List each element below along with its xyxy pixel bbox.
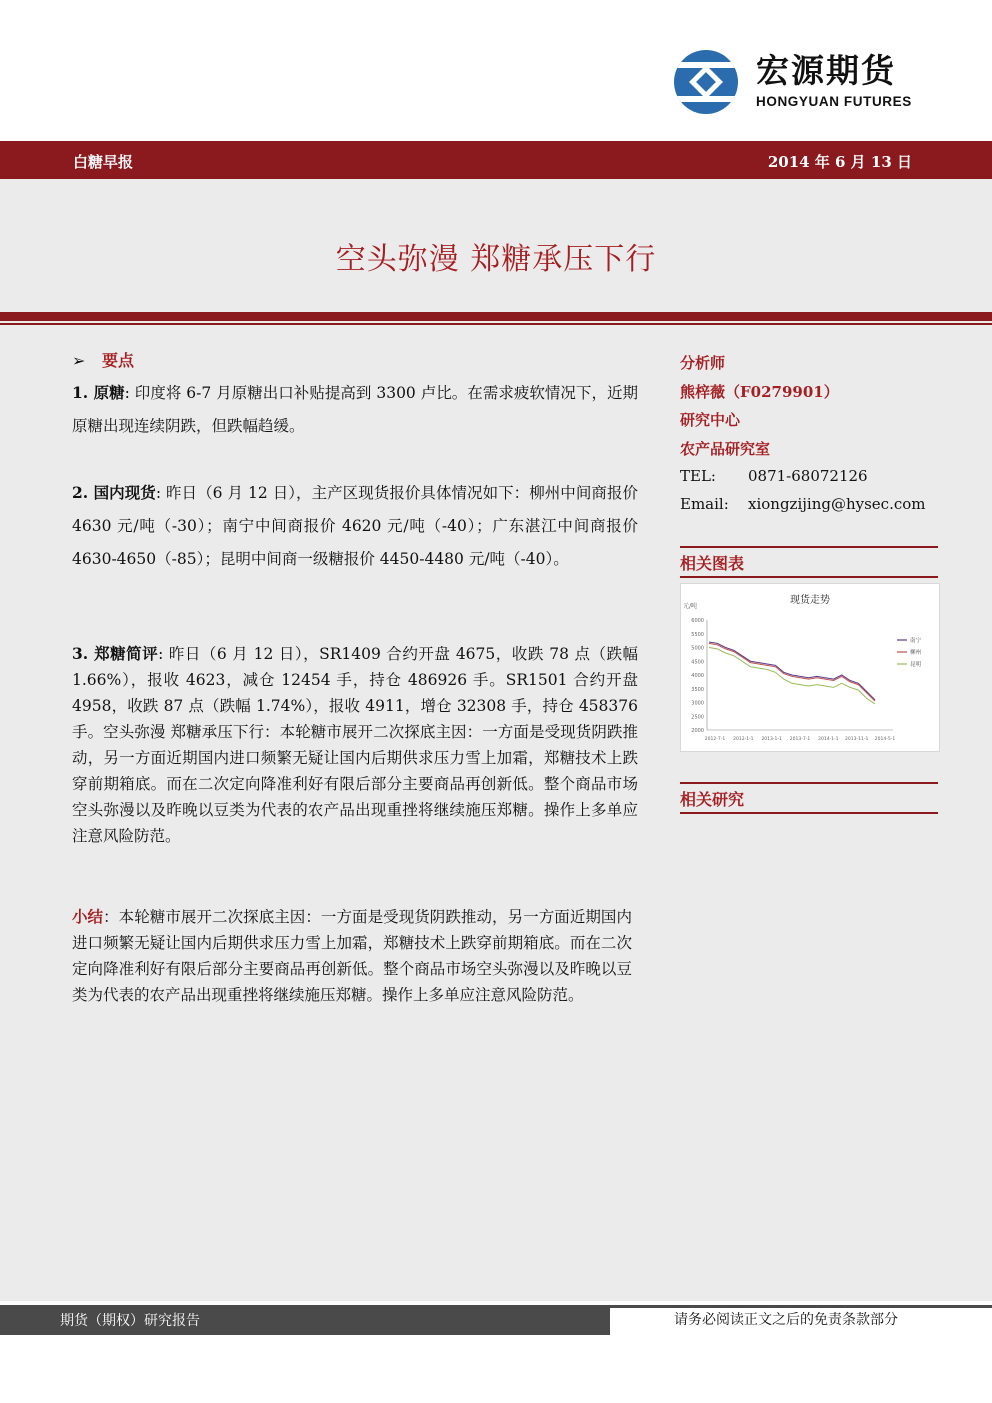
title-divider-thin xyxy=(0,323,992,325)
key-points-heading: ➢ 要点 xyxy=(72,351,135,370)
report-title: 空头弥漫 郑糖承压下行 xyxy=(335,242,657,277)
summary-label: 小结 xyxy=(72,907,104,926)
paragraph-label: 2. 国内现货 xyxy=(72,483,156,502)
tel-value: 0871-68072126 xyxy=(748,467,868,485)
x-tick-label: 2014-1-1 xyxy=(818,737,839,742)
y-tick-label: 5000 xyxy=(691,645,704,652)
y-tick-label: 3000 xyxy=(691,700,704,707)
analyst-label: 分析师 xyxy=(680,354,726,372)
email-value[interactable]: xiongzijing@hysec.com xyxy=(748,495,926,513)
y-tick-label: 2500 xyxy=(691,714,704,721)
analyst-email: Email: xiongzijing@hysec.com xyxy=(680,495,926,513)
paragraph-raw-sugar xyxy=(72,376,638,443)
series-line-0 xyxy=(709,642,875,700)
summary-text: ：本轮糖市展开二次探底主因：一方面是受现货阴跌推动，另一方面近期国内进口频繁无疑让国内后期供求压力雪上加霜，郑糖技术上跌穿前期箱底。而在二次定向降准利好有限后部分主要商品再创新低。整个商品市场空头弥漫以及昨晚以豆类为代表的农产品出现重挫将继续施压郑糖。操作上多单应注意风险防范。 xyxy=(72,908,632,1004)
legend-label-0: 南宁 xyxy=(910,638,922,644)
paragraph-label: 3. 郑糖简评 xyxy=(72,644,159,663)
paragraph-text: : 昨日（6 月 12 日），SR1409 合约开盘 4675，收跌 78 点（跌幅 1.66%），报收 4623，减仓 12454 手，持仓 486926 手。SR1501 合约开盘 4958，收跌 87 点（跌幅 1.74%），报收 4911，增仓 32308 手，持仓 458376 手。空头弥漫 郑糖承压下行：本轮糖市展开二次探底主因：一方面是受现货阴跌推动，另一方面近期国内进口频繁无疑让国内后期供求压力雪上加霜，郑糖技术上跌穿前期箱底。而在二次定向降准利好有限后部分主要商品再创新低。整个商品市场空头弥漫以及昨晚以豆类为代表的农产品出现重挫将继续施压郑糖。操作上多单应注意风险防范。 xyxy=(72,645,638,845)
logo-emblem-icon xyxy=(674,50,738,114)
paragraph-text: : 印度将 6-7 月原糖出口补贴提高到 3300 卢比。在需求疲软情况下，近期原糖出现连续阴跌，但跌幅趋缓。 xyxy=(72,384,638,435)
chart-svg xyxy=(681,584,939,751)
y-tick-label: 5500 xyxy=(691,631,704,638)
chart-ylabel: 元/吨 xyxy=(683,603,698,610)
report-date: 2014 年 6 月 13 日 xyxy=(767,153,912,171)
logo-chinese-name: 宏源期货 xyxy=(756,51,896,90)
x-tick-label: 2012-7-1 xyxy=(704,737,726,742)
y-tick-label: 6000 xyxy=(691,618,704,624)
analyst-name: 熊梓薇（F0279901） xyxy=(680,383,839,401)
y-tick-label: 2000 xyxy=(691,728,704,734)
title-divider xyxy=(0,312,992,321)
y-tick-label: 4000 xyxy=(691,673,704,679)
series-line-1 xyxy=(709,643,875,701)
legend-label-1: 柳州 xyxy=(910,650,922,656)
x-tick-label: 2013-7-1 xyxy=(789,737,811,742)
header-bar xyxy=(0,141,992,179)
x-tick-label: 2012-1-1 xyxy=(733,737,754,742)
legend-label-2: 昆明 xyxy=(910,662,922,668)
analyst-tel: TEL: 0871-68072126 xyxy=(680,467,868,485)
footer-left-text: 期货（期权）研究报告 xyxy=(60,1313,200,1329)
y-tick-label: 4500 xyxy=(691,659,704,666)
agri-research-dept: 农产品研究室 xyxy=(680,440,771,458)
company-logo xyxy=(674,50,924,116)
paragraph-text: : 昨日（6 月 12 日），主产区现货报价具体情况如下：柳州中间商报价 4630 元/吨（-30）；南宁中间商报价 4620 元/吨（-40）；广东湛江中间商报价 4630-4650（-85）；昆明中间商一级糖报价 4450-4480 元/吨（-40）。 xyxy=(72,484,638,568)
x-tick-label: 2014-5-1 xyxy=(874,737,896,742)
related-charts-heading: 相关图表 xyxy=(680,546,938,578)
paragraph-label: 1. 原糖 xyxy=(72,383,125,402)
report-type: 白糖早报 xyxy=(73,153,134,171)
paragraph-domestic-spot xyxy=(72,476,638,576)
series-line-2 xyxy=(709,648,875,704)
footer-disclaimer-note: 请务必阅读正文之后的免责条款部分 xyxy=(668,1308,904,1332)
related-research-heading: 相关研究 xyxy=(680,782,938,814)
logo-english-name: HONGYUAN FUTURES xyxy=(756,94,912,109)
arrow-bullet-icon: ➢ xyxy=(72,351,86,370)
paragraph-zhengzhou-sugar xyxy=(72,641,638,849)
x-tick-label: 2013-1-1 xyxy=(761,737,782,742)
chart-title: 现货走势 xyxy=(790,595,830,606)
y-tick-label: 3500 xyxy=(691,686,704,693)
paragraph-summary xyxy=(72,904,632,1008)
research-center: 研究中心 xyxy=(680,411,741,429)
x-tick-label: 2013-11-1 xyxy=(845,737,869,742)
spot-price-chart xyxy=(680,583,940,752)
